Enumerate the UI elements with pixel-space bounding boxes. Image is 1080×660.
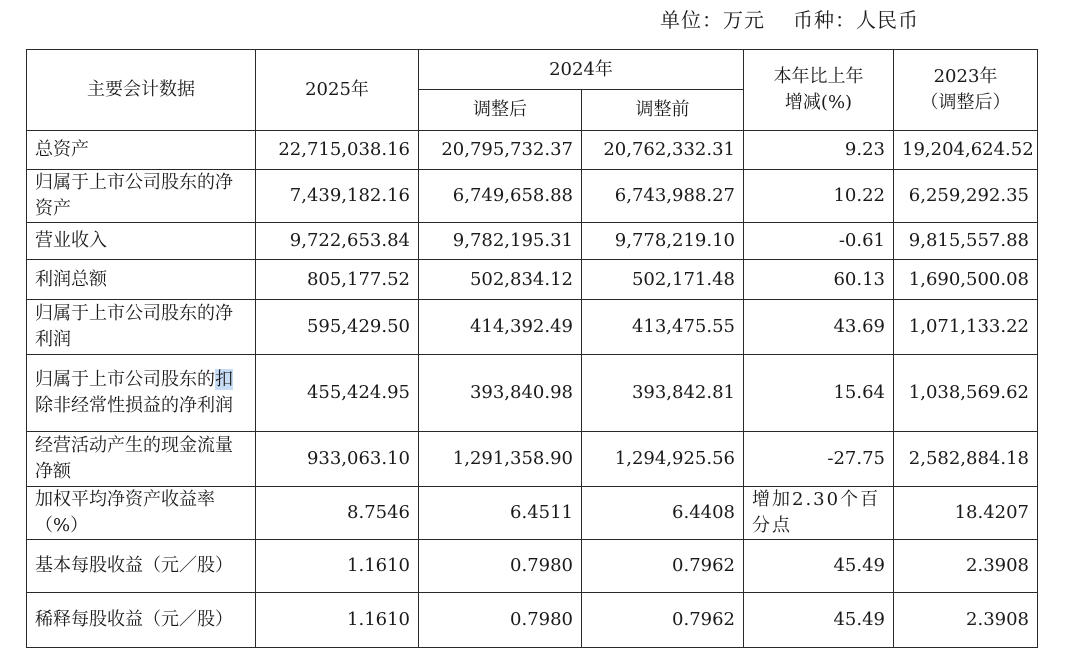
header-2023-line2: （调整后） [920, 92, 1011, 113]
cell-change: 43.69 [744, 300, 894, 355]
row-label: 归属于上市公司股东的净资产 [27, 170, 256, 223]
header-2024: 2024年 [419, 50, 744, 90]
table-row [27, 540, 1038, 593]
cell-2024-after: 1,291,358.90 [419, 432, 582, 487]
header-2025: 2025年 [256, 50, 419, 131]
table-header [27, 50, 1038, 131]
row-label: 利润总额 [27, 260, 256, 300]
cell-change: 45.49 [744, 593, 894, 648]
cell-2023: 18.4207 [894, 487, 1038, 540]
cell-2024-before: 6.4408 [582, 487, 744, 540]
cell-2023: 9,815,557.88 [894, 223, 1038, 260]
header-2023 [894, 50, 1038, 131]
cell-2025: 455,424.95 [256, 355, 419, 432]
table-row [27, 487, 1038, 540]
header-change [744, 50, 894, 131]
cell-2025: 9,722,653.84 [256, 223, 419, 260]
cell-2024-after: 6,749,658.88 [419, 170, 582, 223]
table-row [27, 131, 1038, 170]
table-row [27, 432, 1038, 487]
header-2024-adjusted-after: 调整后 [419, 90, 582, 131]
cell-2023: 2,582,884.18 [894, 432, 1038, 487]
row-label-part: 除非经常性损益的净利润 [35, 395, 233, 416]
cell-2023: 6,259,292.35 [894, 170, 1038, 223]
row-label: 总资产 [27, 131, 256, 170]
row-label [27, 355, 256, 432]
cell-2024-after: 414,392.49 [419, 300, 582, 355]
cell-change: 9.23 [744, 131, 894, 170]
cell-change: 15.64 [744, 355, 894, 432]
cell-2025: 1.1610 [256, 540, 419, 593]
header-change-line1: 本年比上年 [773, 66, 864, 87]
row-label: 归属于上市公司股东的净利润 [27, 300, 256, 355]
row-label: 营业收入 [27, 223, 256, 260]
cell-change: -0.61 [744, 223, 894, 260]
cell-2024-after: 6.4511 [419, 487, 582, 540]
cell-2025: 8.7546 [256, 487, 419, 540]
header-2023-line1: 2023年 [933, 66, 998, 87]
cell-2024-before: 0.7962 [582, 593, 744, 648]
cell-change: 45.49 [744, 540, 894, 593]
cell-2025: 7,439,182.16 [256, 170, 419, 223]
header-item: 主要会计数据 [27, 50, 256, 131]
table-row [27, 593, 1038, 648]
cell-2024-before: 393,842.81 [582, 355, 744, 432]
cell-2024-before: 413,475.55 [582, 300, 744, 355]
cell-change: 增加2.30个百分点 [744, 487, 894, 540]
header-change-line2: 增减(%) [784, 92, 853, 113]
cell-2023: 1,071,133.22 [894, 300, 1038, 355]
cell-change: 60.13 [744, 260, 894, 300]
header-2024-adjusted-before: 调整前 [582, 90, 744, 131]
cell-2023: 2.3908 [894, 593, 1038, 648]
cell-2024-before: 502,171.48 [582, 260, 744, 300]
cell-2025: 22,715,038.16 [256, 131, 419, 170]
cell-2025: 805,177.52 [256, 260, 419, 300]
cell-2025: 595,429.50 [256, 300, 419, 355]
row-label: 经营活动产生的现金流量净额 [27, 432, 256, 487]
cell-change: 10.22 [744, 170, 894, 223]
row-label: 基本每股收益（元／股） [27, 540, 256, 593]
row-label-part: 归属于上市公司股东的 [35, 369, 215, 390]
cell-change: -27.75 [744, 432, 894, 487]
currency-text: 币种：人民币 [793, 8, 919, 32]
cell-2024-before: 1,294,925.56 [582, 432, 744, 487]
table-row [27, 223, 1038, 260]
table-row [27, 260, 1038, 300]
cell-2023: 19,204,624.52 [894, 131, 1038, 170]
cell-2024-before: 0.7962 [582, 540, 744, 593]
row-label: 稀释每股收益（元／股） [27, 593, 256, 648]
cell-2024-after: 0.7980 [419, 593, 582, 648]
cell-2025: 933,063.10 [256, 432, 419, 487]
cell-2024-before: 20,762,332.31 [582, 131, 744, 170]
unit-line [660, 4, 919, 33]
financial-data-table [26, 49, 1038, 648]
cell-2024-after: 502,834.12 [419, 260, 582, 300]
cell-2023: 2.3908 [894, 540, 1038, 593]
cell-2024-after: 20,795,732.37 [419, 131, 582, 170]
unit-text: 单位：万元 [660, 8, 765, 32]
cell-2024-before: 6,743,988.27 [582, 170, 744, 223]
cell-2025: 1.1610 [256, 593, 419, 648]
cell-2023: 1,690,500.08 [894, 260, 1038, 300]
cell-2024-before: 9,778,219.10 [582, 223, 744, 260]
cell-2024-after: 9,782,195.31 [419, 223, 582, 260]
row-label: 加权平均净资产收益率（%） [27, 487, 256, 540]
cell-2023: 1,038,569.62 [894, 355, 1038, 432]
table-row [27, 355, 1038, 432]
table-row [27, 300, 1038, 355]
table-row [27, 170, 1038, 223]
cell-2024-after: 393,840.98 [419, 355, 582, 432]
highlighted-character: 扣 [215, 369, 233, 390]
cell-2024-after: 0.7980 [419, 540, 582, 593]
